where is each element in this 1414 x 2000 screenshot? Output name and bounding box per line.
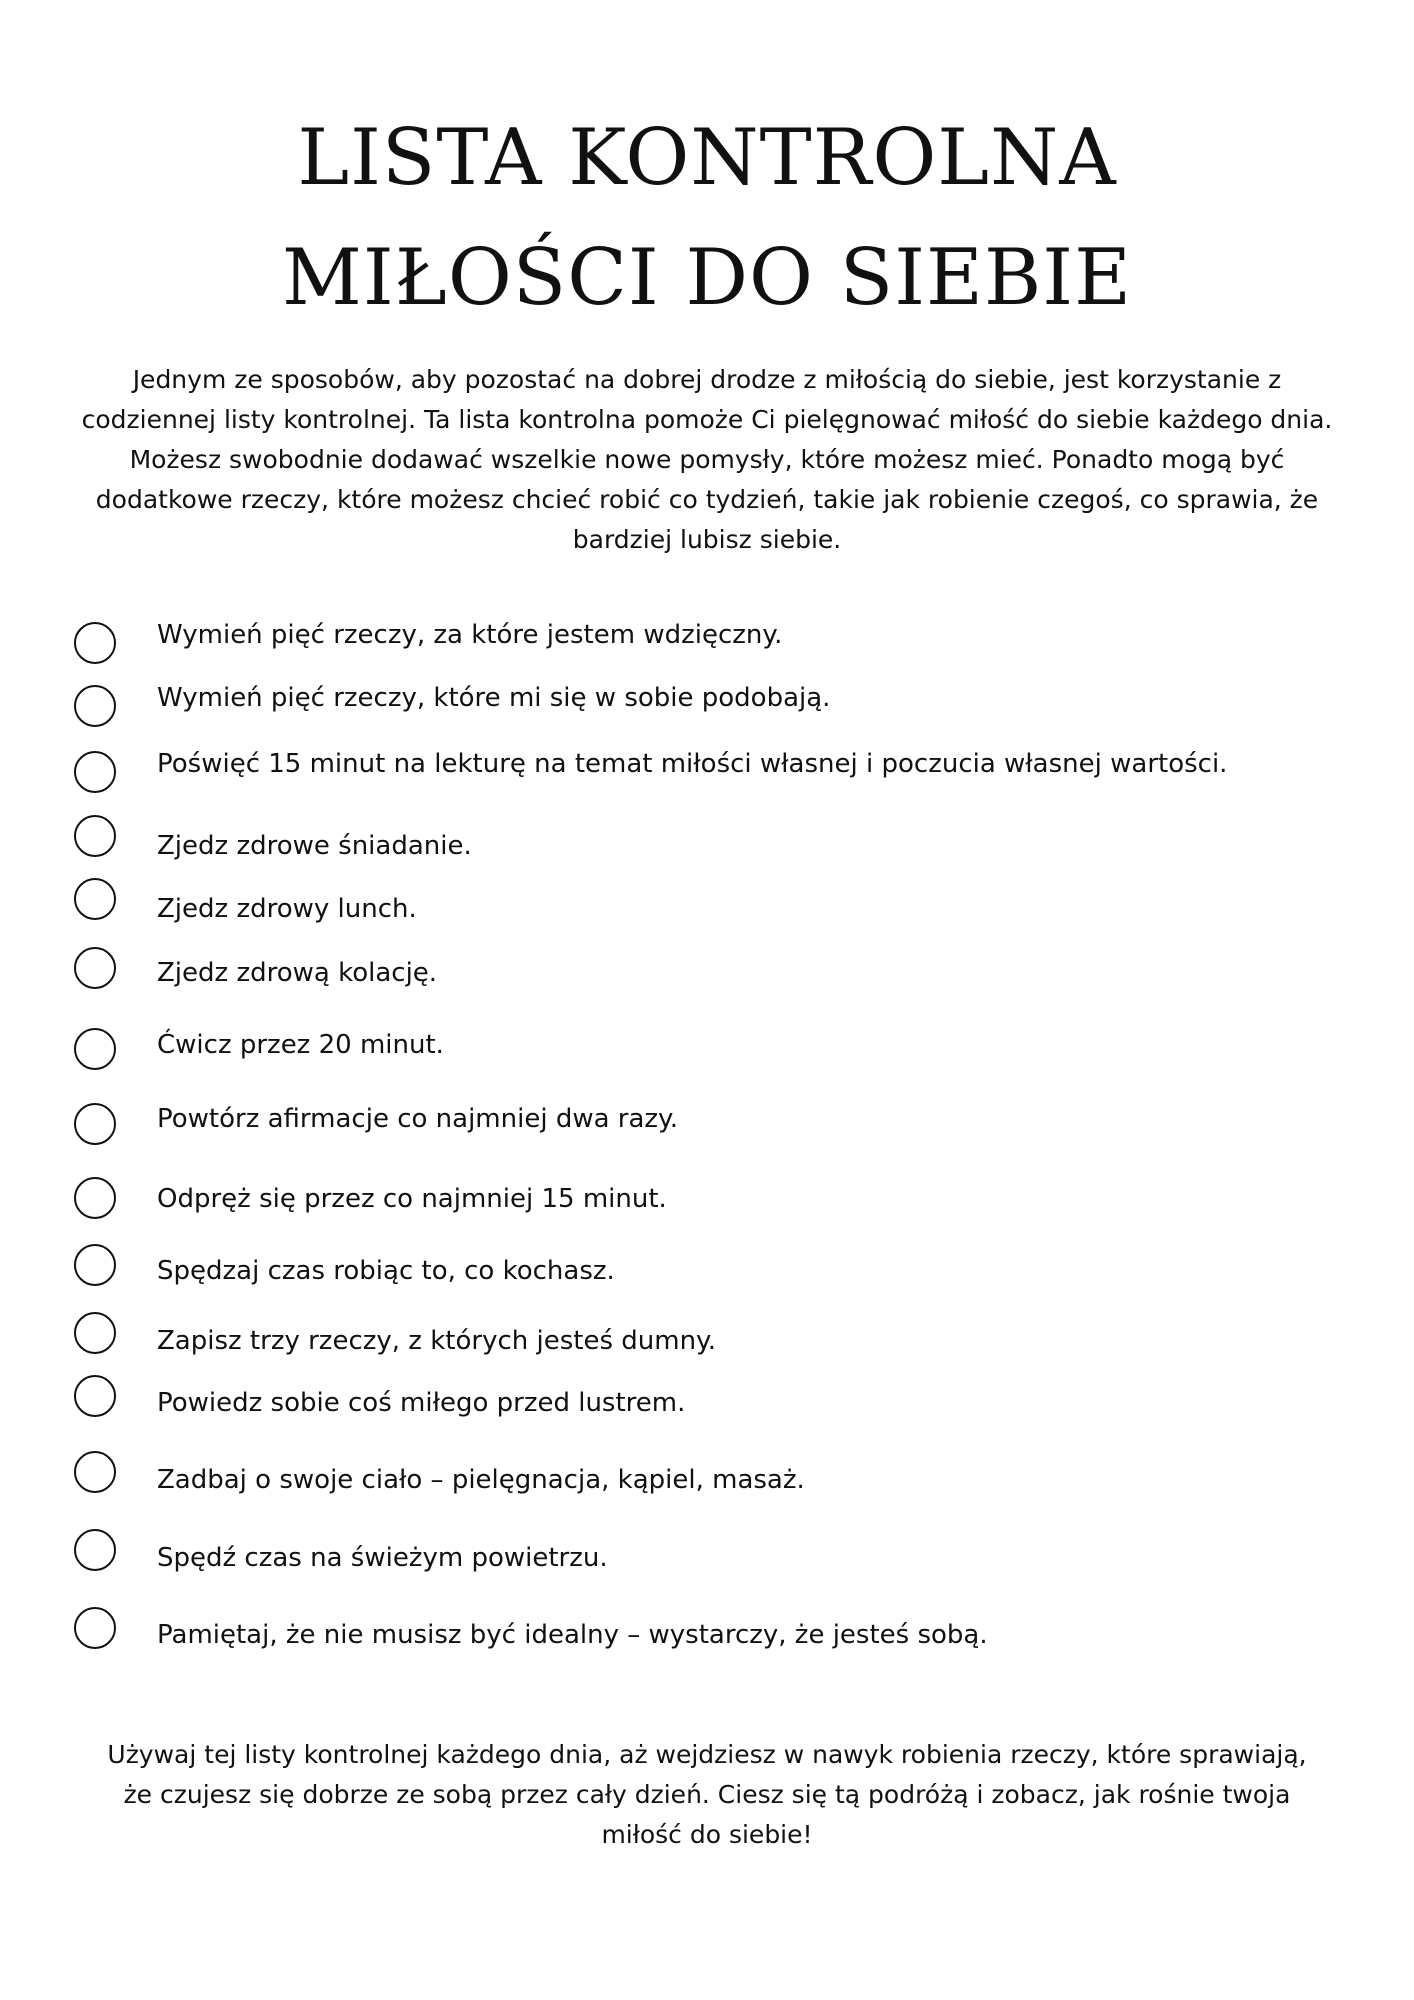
- checklist-item[interactable]: [74, 747, 1228, 797]
- page-title-line-2: MIŁOŚCI DO SIEBIE: [281, 233, 1133, 323]
- checkbox-circle-icon[interactable]: [74, 1028, 116, 1070]
- checklist-item[interactable]: [74, 1308, 716, 1358]
- checklist-item-label: Powtórz afirmacje co najmniej dwa razy.: [157, 1104, 679, 1134]
- checklist-item[interactable]: [74, 1525, 608, 1575]
- checkbox-circle-icon[interactable]: [74, 878, 116, 920]
- checklist-item[interactable]: [74, 1371, 686, 1421]
- checkbox-circle-icon[interactable]: [74, 815, 116, 857]
- checklist-item[interactable]: [74, 681, 831, 731]
- checkbox-circle-icon[interactable]: [74, 1177, 116, 1219]
- checklist-item-label: Poświęć 15 minut na lekturę na temat miłości własnej i poczucia własnej wartości.: [157, 749, 1228, 779]
- checklist-item-label: Zadbaj o swoje ciało – pielęgnacja, kąpiel, masaż.: [157, 1465, 805, 1495]
- checkbox-circle-icon[interactable]: [74, 685, 116, 727]
- checklist-item[interactable]: [74, 1603, 988, 1653]
- checkbox-circle-icon[interactable]: [74, 1312, 116, 1354]
- checkbox-circle-icon[interactable]: [74, 947, 116, 989]
- checklist-item[interactable]: [74, 618, 783, 668]
- checklist-item-label: Zjedz zdrową kolację.: [157, 958, 438, 988]
- checkbox-circle-icon[interactable]: [74, 1607, 116, 1649]
- checklist-item-label: Odpręż się przez co najmniej 15 minut.: [157, 1184, 667, 1214]
- checklist-item-label: Zapisz trzy rzeczy, z których jesteś dumny.: [157, 1326, 716, 1356]
- intro-paragraph: Jednym ze sposobów, aby pozostać na dobrej drodze z miłością do siebie, jest korzystanie z codziennej listy kontrolnej. Ta lista kontrolna pomoże Ci pielęgnować miłość do siebie każdego dnia. Możesz swobodnie dodawać wszelkie nowe pomysły, które możesz mieć. Ponadto mogą być dodatkowe rzeczy, które możesz chcieć robić co tydzień, takie jak robienie czegoś, co sprawia, że bardziej lubisz siebie.: [81, 365, 1333, 554]
- checklist-item[interactable]: [74, 1173, 667, 1223]
- checklist-item-label: Spędź czas na świeżym powietrzu.: [157, 1543, 608, 1573]
- checklist-item[interactable]: [74, 1240, 615, 1290]
- checkbox-circle-icon[interactable]: [74, 622, 116, 664]
- closing-paragraph: Używaj tej listy kontrolnej każdego dnia, aż wejdziesz w nawyk robienia rzeczy, które sprawiają, że czujesz się dobrze ze sobą przez cały dzień. Ciesz się tą podróżą i zobacz, jak rośnie twoja miłość do siebie!: [107, 1740, 1307, 1849]
- page-title: [0, 98, 1414, 338]
- checkbox-circle-icon[interactable]: [74, 1375, 116, 1417]
- checklist-item[interactable]: [74, 811, 472, 861]
- checkbox-circle-icon[interactable]: [74, 1529, 116, 1571]
- checklist-item-label: Zjedz zdrowe śniadanie.: [157, 831, 472, 861]
- checklist-item[interactable]: [74, 874, 417, 924]
- checklist-item[interactable]: [74, 1447, 805, 1497]
- checklist-item-label: Spędzaj czas robiąc to, co kochasz.: [157, 1256, 615, 1286]
- checklist-item-label: Zjedz zdrowy lunch.: [157, 894, 417, 924]
- checklist-item-label: Powiedz sobie coś miłego przed lustrem.: [157, 1388, 686, 1418]
- checklist-item[interactable]: [74, 1099, 679, 1149]
- checklist-item[interactable]: [74, 943, 438, 993]
- checklist-item-label: Ćwicz przez 20 minut.: [157, 1030, 444, 1060]
- checkbox-circle-icon[interactable]: [74, 751, 116, 793]
- checkbox-circle-icon[interactable]: [74, 1244, 116, 1286]
- checkbox-circle-icon[interactable]: [74, 1103, 116, 1145]
- page-title-line-1: LISTA KONTROLNA: [297, 113, 1117, 203]
- checkbox-circle-icon[interactable]: [74, 1451, 116, 1493]
- checklist-item-label: Pamiętaj, że nie musisz być idealny – wystarczy, że jesteś sobą.: [157, 1620, 988, 1650]
- checklist-item-label: Wymień pięć rzeczy, za które jestem wdzięczny.: [157, 620, 783, 650]
- checklist-item-label: Wymień pięć rzeczy, które mi się w sobie podobają.: [157, 683, 831, 713]
- checklist-item[interactable]: [74, 1024, 444, 1074]
